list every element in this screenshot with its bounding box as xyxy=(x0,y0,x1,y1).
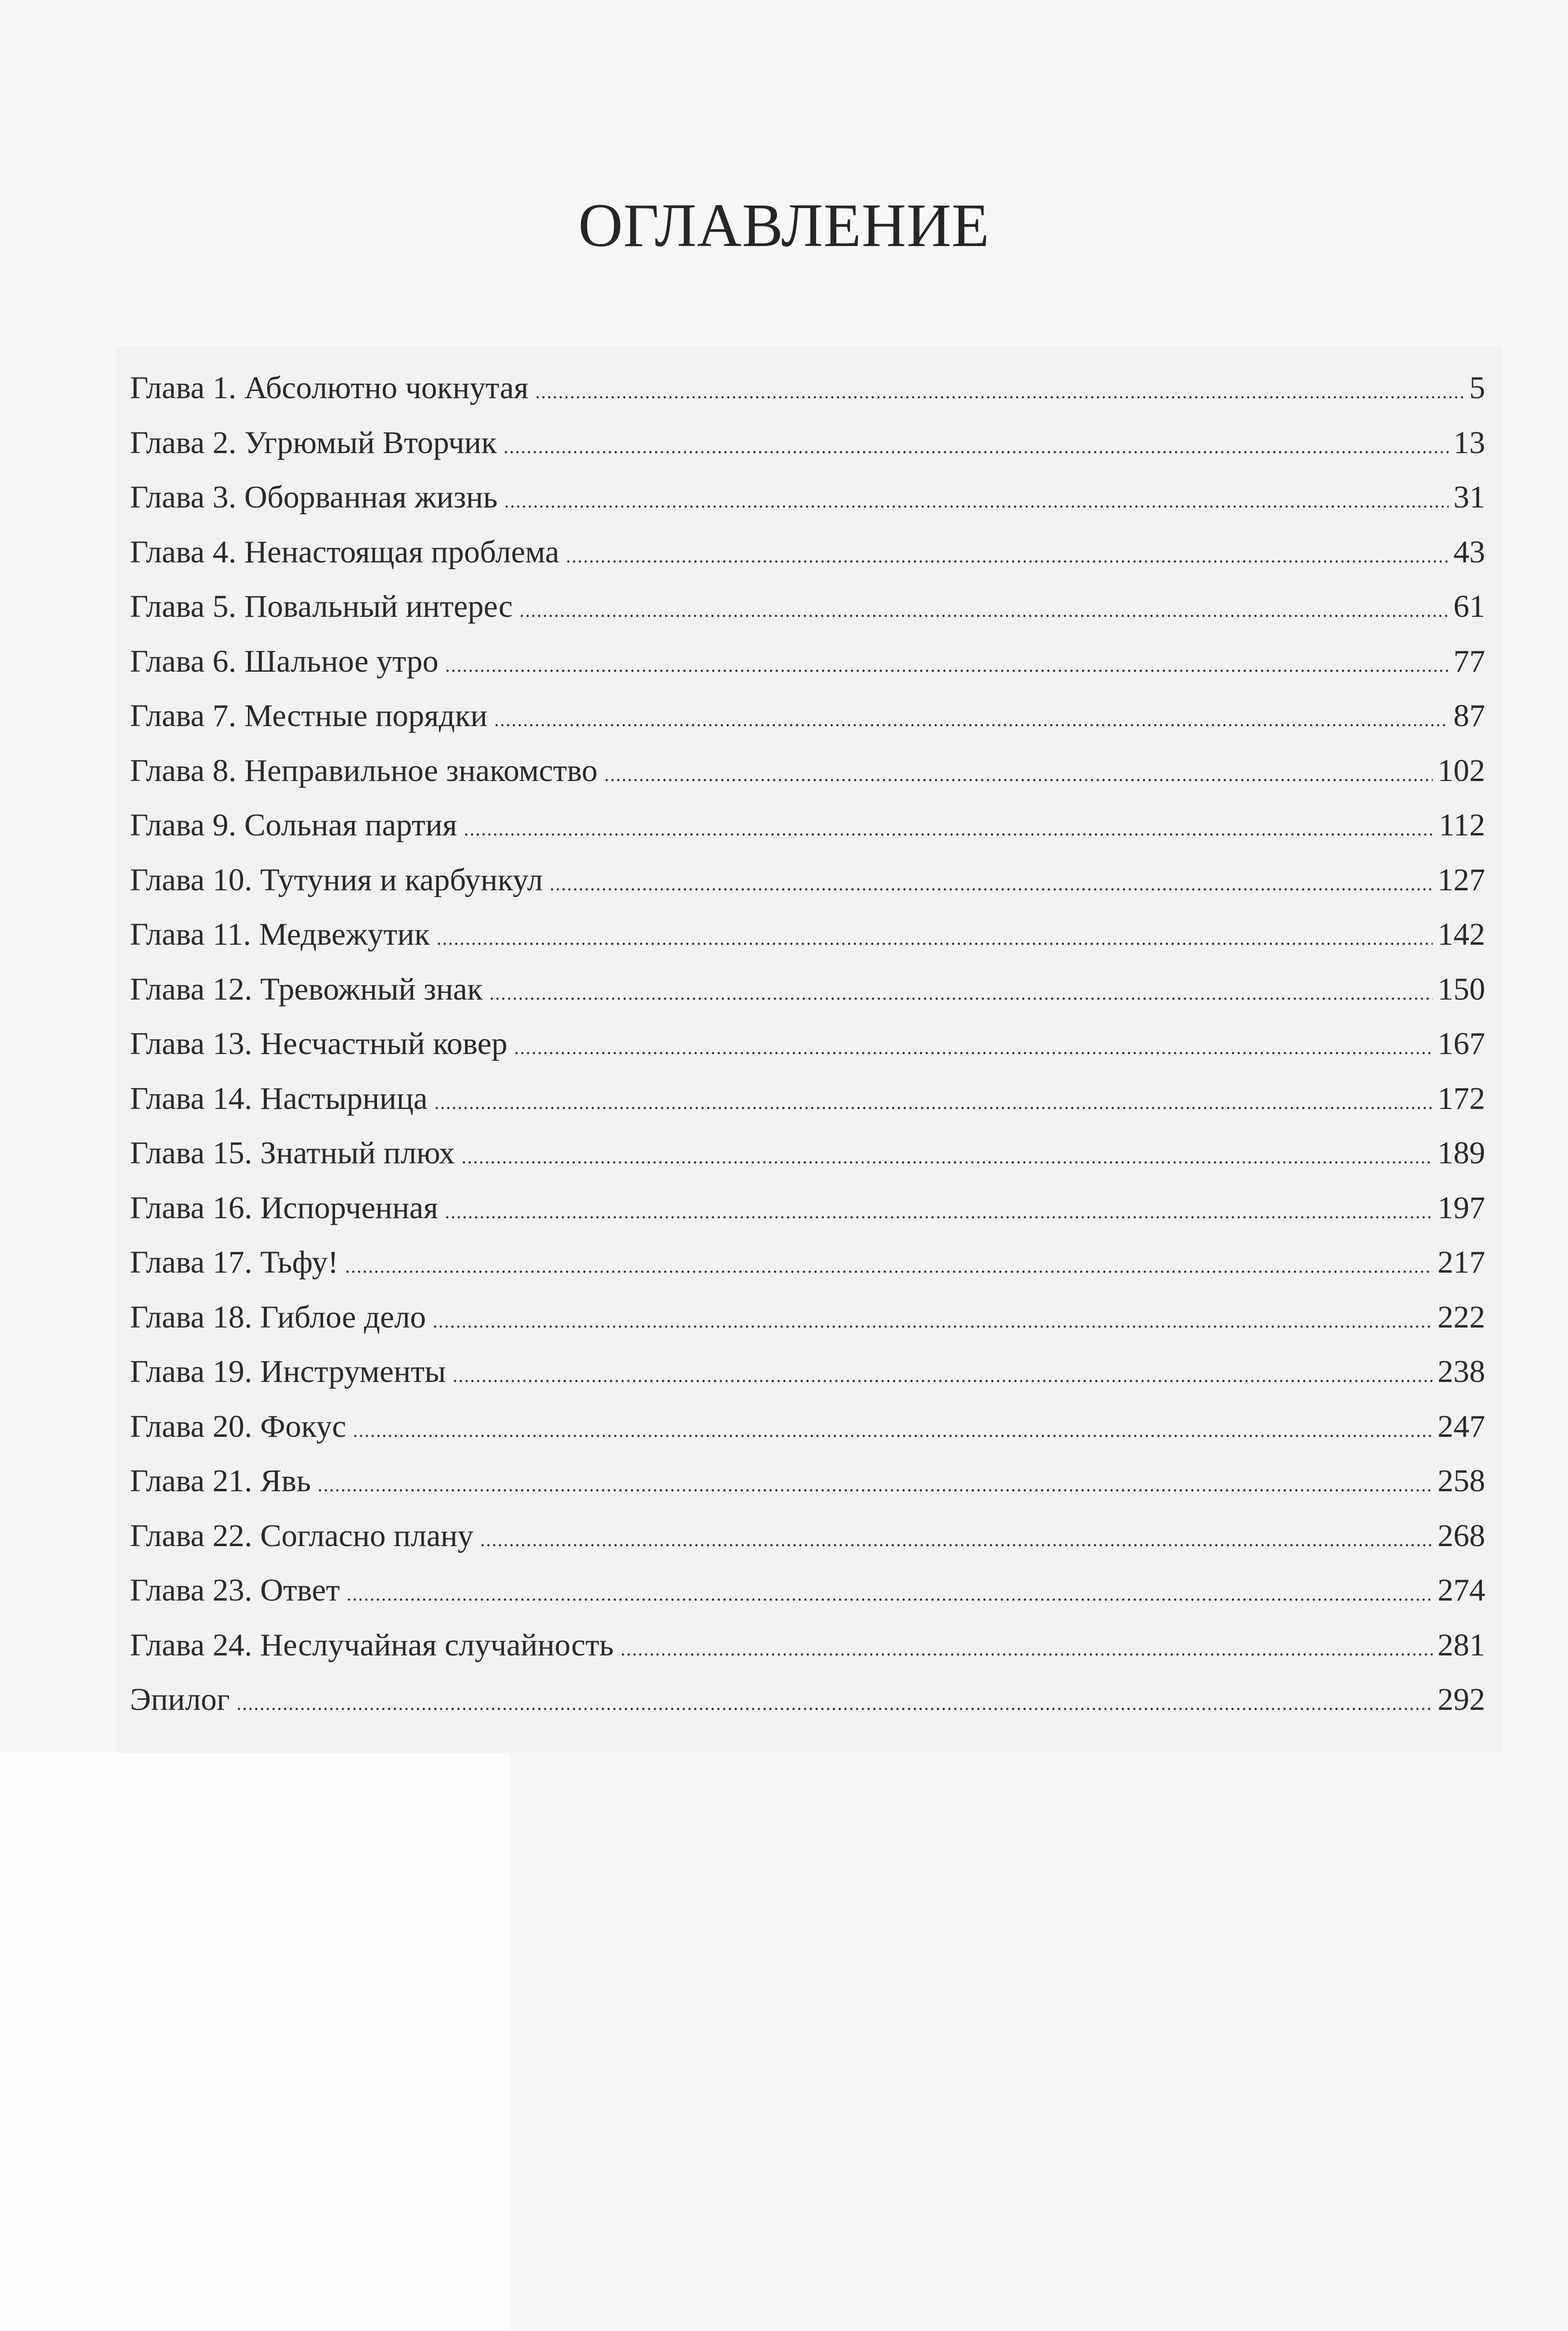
toc-entry-title: Глава 17. Тьфу! xyxy=(130,1245,338,1280)
toc-entry-page: 43 xyxy=(1453,534,1485,570)
toc-entry-page: 172 xyxy=(1438,1081,1485,1116)
toc-entry xyxy=(130,1026,1485,1081)
page-title: ОГЛАВЛЕНИЕ xyxy=(578,191,990,260)
toc-entry xyxy=(130,1190,1485,1245)
toc-entry-title: Эпилог xyxy=(130,1682,230,1717)
toc-entry xyxy=(130,425,1485,480)
dot-leader xyxy=(437,927,1433,950)
toc-entry-title: Глава 9. Сольная партия xyxy=(130,807,457,843)
toc-entry-page: 61 xyxy=(1453,589,1485,624)
dot-leader xyxy=(464,818,1434,840)
toc-entry xyxy=(130,1408,1485,1463)
toc-entry-page: 13 xyxy=(1453,425,1485,460)
toc-entry-page: 238 xyxy=(1438,1354,1485,1389)
toc-entry-title: Глава 20. Фокус xyxy=(130,1408,347,1444)
toc-entry-title: Глава 5. Повальный интерес xyxy=(130,589,513,624)
toc-entry xyxy=(130,1244,1485,1299)
dot-leader xyxy=(504,435,1449,458)
toc-entry-page: 142 xyxy=(1438,917,1485,952)
dot-leader xyxy=(445,654,1449,677)
dot-leader xyxy=(353,1419,1433,1442)
dot-leader xyxy=(535,380,1464,403)
toc-entry-page: 31 xyxy=(1453,480,1485,515)
dot-leader xyxy=(347,1583,1433,1605)
toc-entry-title: Глава 23. Ответ xyxy=(130,1573,340,1608)
table-of-contents xyxy=(130,370,1485,1736)
toc-entry xyxy=(130,753,1485,807)
toc-entry-title: Глава 21. Явь xyxy=(130,1463,311,1498)
toc-entry-page: 127 xyxy=(1438,862,1485,898)
toc-entry xyxy=(130,862,1485,917)
dot-leader xyxy=(236,1692,1433,1715)
toc-entry-page: 150 xyxy=(1438,971,1485,1007)
dot-leader xyxy=(566,545,1449,567)
toc-entry-title: Глава 13. Несчастный ковер xyxy=(130,1026,507,1061)
toc-entry xyxy=(130,643,1485,698)
toc-entry xyxy=(130,971,1485,1026)
dot-leader xyxy=(453,1364,1433,1387)
toc-entry xyxy=(130,1681,1485,1736)
toc-entry-page: 189 xyxy=(1438,1135,1485,1171)
toc-entry-title: Глава 1. Абсолютно чокнутая xyxy=(130,370,529,405)
toc-entry-page: 274 xyxy=(1438,1573,1485,1608)
toc-entry xyxy=(130,1627,1485,1682)
dot-leader xyxy=(550,872,1433,895)
toc-entry-title: Глава 14. Настырница xyxy=(130,1081,428,1116)
dot-leader xyxy=(519,599,1449,622)
toc-entry-page: 268 xyxy=(1438,1518,1485,1553)
toc-entry xyxy=(130,916,1485,971)
toc-entry-title: Глава 18. Гиблое дело xyxy=(130,1299,426,1335)
toc-entry xyxy=(130,1518,1485,1573)
toc-entry xyxy=(130,370,1485,425)
toc-entry xyxy=(130,698,1485,753)
toc-entry-title: Глава 22. Согласно плану xyxy=(130,1518,474,1553)
toc-entry xyxy=(130,807,1485,862)
toc-entry-title: Глава 7. Местные порядки xyxy=(130,698,488,733)
toc-entry-page: 292 xyxy=(1438,1682,1485,1717)
dot-leader xyxy=(490,982,1433,1004)
toc-entry xyxy=(130,1572,1485,1627)
toc-entry-title: Глава 11. Медвежутик xyxy=(130,917,430,952)
toc-entry-page: 112 xyxy=(1438,807,1485,843)
toc-entry xyxy=(130,1081,1485,1135)
toc-entry-page: 247 xyxy=(1438,1408,1485,1444)
toc-entry-page: 197 xyxy=(1438,1190,1485,1225)
toc-entry-title: Глава 6. Шальное утро xyxy=(130,643,439,679)
toc-entry-page: 222 xyxy=(1438,1299,1485,1335)
toc-entry-title: Глава 8. Неправильное знакомство xyxy=(130,753,598,788)
toc-entry xyxy=(130,588,1485,643)
toc-entry-page: 5 xyxy=(1469,370,1485,405)
dot-leader xyxy=(505,490,1449,512)
toc-entry-page: 281 xyxy=(1438,1627,1485,1663)
toc-entry xyxy=(130,1463,1485,1518)
toc-entry-page: 167 xyxy=(1438,1026,1485,1061)
toc-entry-page: 217 xyxy=(1438,1245,1485,1280)
dot-leader xyxy=(445,1200,1433,1223)
dot-leader xyxy=(318,1473,1433,1496)
toc-entry-title: Глава 12. Тревожный знак xyxy=(130,971,483,1007)
toc-entry xyxy=(130,479,1485,534)
dot-leader xyxy=(462,1146,1433,1168)
toc-entry-title: Глава 10. Тутуния и карбункул xyxy=(130,862,543,898)
toc-entry-title: Глава 3. Оборванная жизнь xyxy=(130,480,498,515)
toc-entry-title: Глава 24. Неслучайная случайность xyxy=(130,1627,614,1663)
toc-entry xyxy=(130,1135,1485,1190)
toc-entry-title: Глава 2. Угрюмый Вторчик xyxy=(130,425,497,460)
toc-entry xyxy=(130,1299,1485,1354)
dot-leader xyxy=(604,763,1433,786)
dot-leader xyxy=(621,1638,1433,1660)
dot-leader xyxy=(433,1310,1433,1332)
toc-entry xyxy=(130,534,1485,589)
toc-entry-title: Глава 16. Испорченная xyxy=(130,1190,438,1225)
toc-entry xyxy=(130,1354,1485,1408)
toc-entry-page: 77 xyxy=(1453,643,1485,679)
toc-entry-page: 87 xyxy=(1453,698,1485,733)
dot-leader xyxy=(480,1528,1433,1551)
toc-entry-page: 102 xyxy=(1438,753,1485,788)
dot-leader xyxy=(494,708,1449,731)
toc-entry-title: Глава 4. Ненастоящая проблема xyxy=(130,534,559,570)
toc-entry-page: 258 xyxy=(1438,1463,1485,1498)
dot-leader xyxy=(345,1255,1433,1277)
page-margin xyxy=(0,1753,510,2331)
toc-entry-title: Глава 19. Инструменты xyxy=(130,1354,446,1389)
dot-leader xyxy=(514,1036,1433,1059)
toc-entry-title: Глава 15. Знатный плюх xyxy=(130,1135,455,1171)
dot-leader xyxy=(434,1091,1433,1114)
